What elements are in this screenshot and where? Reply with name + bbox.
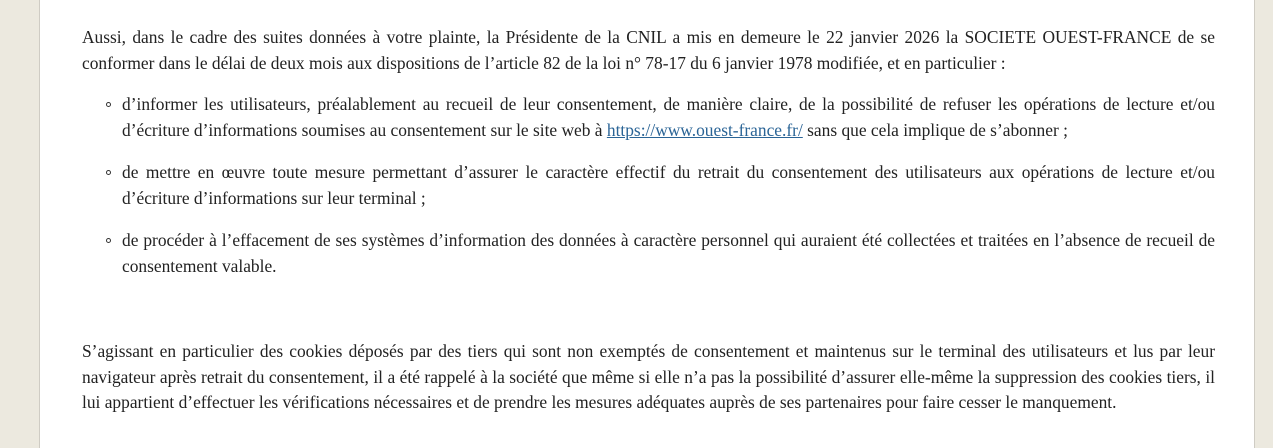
list-item xyxy=(122,228,1215,279)
circle-bullet-icon xyxy=(106,238,111,243)
list-item-text: de procéder à l’effacement de ses systèmes d’information des données à caractère personnel qui auraient été collectées et traitées en l’absence de recueil de consentement valable. xyxy=(122,230,1215,276)
list-item xyxy=(122,92,1215,143)
document-page xyxy=(39,0,1255,448)
cookies-paragraph: S’agissant en particulier des cookies déposés par des tiers qui sont non exemptés de consentement et maintenus sur le terminal des utilisateurs et lus par leur navigateur après retrait du consentement, il a été rappelé à la société que même si elle n’a pas la possibilité d’assurer elle-même la suppression des cookies tiers, il lui appartient d’effectuer les vérifications nécessaires et de prendre les mesures adéquates auprès de ses partenaires pour faire cesser le manquement. xyxy=(82,341,1215,412)
list-item-text-after: sans que cela implique de s’abonner ; xyxy=(802,119,1068,140)
list-item xyxy=(122,160,1215,211)
circle-bullet-icon xyxy=(106,102,111,107)
article-body xyxy=(82,25,1215,416)
circle-bullet-icon xyxy=(106,170,111,175)
requirements-list xyxy=(82,92,1215,279)
list-item-text: de mettre en œuvre toute mesure permettant d’assurer le caractère effectif du retrait du consentement des utilisateurs aux opérations de lecture et/ou d’écriture d’informations sur leur terminal ; xyxy=(122,162,1215,208)
ouest-france-link[interactable]: https://www.ouest-france.fr/ xyxy=(606,119,803,140)
intro-paragraph: Aussi, dans le cadre des suites données à votre plainte, la Présidente de la CNIL a mis en demeure le 22 janvier 2026 la SOCIETE OUEST-FRANCE de se conformer dans le délai de deux mois aux dispositions de l’article 82 de la loi n° 78-17 du 6 janvier 1978 modifiée, et en particulier : xyxy=(82,27,1215,73)
list-item-text-before: d’informer les utilisateurs, préalablement au recueil de leur consentement, de manière claire, de la possibilité de refuser les opérations de lecture et/ou d’écriture d’informations soumises au consentement sur le site web à xyxy=(122,94,1215,140)
